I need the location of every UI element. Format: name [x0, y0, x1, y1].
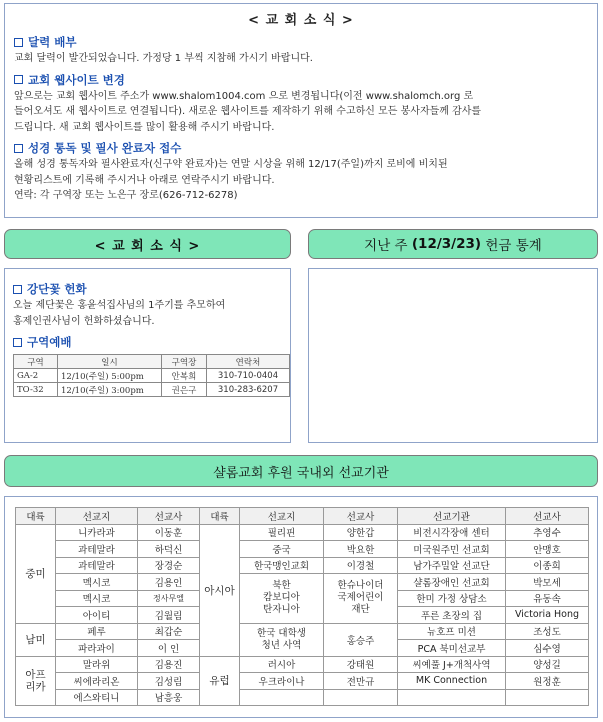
bible-line-3: 연락: 각 구역장 또는 노은구 장로(626-712-6278)	[14, 190, 238, 201]
district-code: TO-32	[14, 383, 58, 397]
district-col-leader: 구역장	[162, 355, 207, 369]
offering-date: (12/3/23)	[411, 236, 482, 252]
mission-field: 니카라과	[56, 524, 138, 541]
mission-missionary: 김용인	[138, 574, 200, 591]
mission-org-missionary: 박모세	[506, 574, 589, 591]
empty-cell	[398, 689, 506, 706]
mission-field: 파라과이	[56, 640, 138, 657]
district-heading	[13, 334, 282, 350]
bible-reading-heading	[14, 140, 588, 156]
mission-field: 중국	[240, 541, 324, 558]
mission-missionary: 김성림	[138, 673, 200, 690]
district-col-datetime: 일시	[58, 355, 162, 369]
region-europe: 유럽	[200, 656, 240, 706]
mission-org: MK Connection	[398, 673, 506, 690]
district-heading-text: 구역예배	[27, 335, 72, 349]
col-missionary: 선교사	[138, 508, 200, 525]
district-leader: 안복희	[162, 369, 207, 383]
mission-org: 미국원주민 선교회	[398, 541, 506, 558]
website-line-2: 들어오셔도 새 웹사이트로 연결됩니다). 새로운 웹사이트를 제작하기 위해 수고하신 모든 봉사자들께 감사를	[14, 106, 482, 117]
district-datetime: 12/10(주일) 5:00pm	[58, 369, 162, 383]
bible-line-1: 올해 성경 통독자와 필사완료자(신구약 완료자)는 연말 시상을 위해 12/17(주일)까지 로비에 비치된	[14, 159, 448, 170]
mission-field: 러시아	[240, 656, 324, 673]
mission-missionary-line: 한슈나이더	[337, 580, 384, 592]
col-organization: 선교기관	[398, 508, 506, 525]
empty-cell	[506, 689, 589, 706]
region-africa	[16, 656, 56, 706]
region-africa-line: 아프	[25, 668, 46, 681]
mission-missionary: 정사무엘	[138, 590, 200, 607]
flower-line-1: 오늘 제단꽃은 홍윤석집사님의 1주기를 추모하여	[13, 300, 226, 311]
mission-missionary: 이동훈	[138, 524, 200, 541]
offering-prefix: 지난 주	[364, 238, 408, 254]
mission-missionary-line: 재단	[351, 604, 370, 616]
checkbox-square-icon	[14, 38, 23, 47]
mission-org-missionary: 이종희	[506, 557, 589, 574]
mission-field: 말라위	[56, 656, 138, 673]
mission-missionary: 양한갑	[324, 524, 398, 541]
mission-field-multi	[240, 574, 324, 624]
mission-org-missionary: 조성도	[506, 623, 589, 640]
mission-missionary: 김용진	[138, 656, 200, 673]
mission-org: PCA 북미선교부	[398, 640, 506, 657]
mission-org-missionary: 원정훈	[506, 673, 589, 690]
mission-title-pill: 샬롬교회 후원 국내외 선교기관	[4, 455, 598, 487]
church-news-pill: < 교 회 소 식 >	[4, 229, 291, 259]
mission-header-row	[16, 508, 589, 525]
bible-line-2: 현황리스트에 기록해 주시거나 아래로 연락주시기 바랍니다.	[14, 174, 275, 186]
mission-field-multi	[240, 623, 324, 656]
mission-field-line: 탄자니아	[263, 604, 300, 616]
calendar-text: 교회 달력이 발간되었습니다. 가정당 1 부씩 지참해 가시기 바랍니다.	[14, 53, 313, 64]
district-col-district: 구역	[14, 355, 58, 369]
region-africa-line: 리카	[25, 680, 46, 693]
church-news-box	[4, 3, 598, 218]
district-table	[13, 354, 290, 397]
district-header-row	[14, 355, 290, 369]
mission-missionary-line: 국제어린이	[337, 592, 384, 604]
offering-suffix: 헌금 통계	[485, 238, 542, 254]
offering-stats-box	[308, 268, 598, 443]
mission-org-missionary: 추영수	[506, 524, 589, 541]
mission-field: 필리핀	[240, 524, 324, 541]
mission-org: 비전시각장애 센터	[398, 524, 506, 541]
table-row	[14, 383, 290, 397]
mission-org-missionary: 안맹호	[506, 541, 589, 558]
bible-reading-text	[14, 157, 588, 204]
mission-field: 페루	[56, 623, 138, 640]
mission-missionary: 남흥웅	[138, 689, 200, 706]
mission-missionary: 강태원	[324, 656, 398, 673]
checkbox-square-icon	[13, 338, 22, 347]
empty-cell	[240, 689, 324, 706]
mission-field: 멕시코	[56, 574, 138, 591]
mission-missionary: 김월림	[138, 607, 200, 624]
mission-missionary-multi	[324, 574, 398, 624]
col-missionary: 선교사	[506, 508, 589, 525]
district-leader: 권은구	[162, 383, 207, 397]
region-south-america: 남미	[16, 623, 56, 656]
mission-missionary: 홍승주	[324, 623, 398, 656]
mission-field-line: 북한	[272, 580, 291, 592]
website-heading	[14, 72, 588, 88]
col-field: 선교지	[56, 508, 138, 525]
mission-org-missionary: 양성길	[506, 656, 589, 673]
mission-org: 씨예풀 J+개척사역	[398, 656, 506, 673]
mission-field: 과테말라	[56, 541, 138, 558]
region-asia: 아시아	[200, 524, 240, 656]
table-row	[16, 541, 589, 558]
col-continent: 대륙	[200, 508, 240, 525]
mission-field-line: 청년 사역	[261, 639, 302, 651]
table-row	[14, 369, 290, 383]
district-contact: 310-710-0404	[207, 369, 290, 383]
mission-missionary: 장경순	[138, 557, 200, 574]
church-news-title: < 교 회 소 식 >	[248, 13, 354, 28]
flower-heading-text: 강단꽃 헌화	[27, 282, 87, 296]
mission-field: 한국맹인교회	[240, 557, 324, 574]
district-contact: 310-283-6207	[207, 383, 290, 397]
mission-missionary: 전만규	[324, 673, 398, 690]
empty-cell	[324, 689, 398, 706]
mission-box	[4, 496, 598, 718]
flower-heading	[13, 281, 282, 297]
offering-stats-pill	[308, 229, 598, 259]
checkbox-square-icon	[14, 75, 23, 84]
mission-org: 남가주밀알 선교단	[398, 557, 506, 574]
mission-missionary: 이경철	[324, 557, 398, 574]
table-row	[16, 574, 589, 591]
table-row	[16, 656, 589, 673]
mission-org: 푸른 초장의 집	[398, 607, 506, 624]
mission-field: 우크라이나	[240, 673, 324, 690]
mission-missionary: 이 인	[138, 640, 200, 657]
calendar-heading	[14, 34, 588, 50]
mission-missionary: 박요한	[324, 541, 398, 558]
region-central-america: 중미	[16, 524, 56, 623]
mission-missionary: 하덕신	[138, 541, 200, 558]
mission-field: 과테말라	[56, 557, 138, 574]
table-row	[16, 623, 589, 640]
website-line-1: 앞으로는 교회 웹사이트 주소가 www.shalom1004.com 으로 변경됩니다(이전 www.shalomch.org 로	[14, 90, 474, 102]
mission-field: 씨에라리온	[56, 673, 138, 690]
website-heading-text: 교회 웹사이트 변경	[28, 72, 125, 87]
district-col-contact: 연락처	[207, 355, 290, 369]
col-missionary: 선교사	[324, 508, 398, 525]
mission-field-line: 캄보디아	[263, 592, 300, 604]
website-text	[14, 89, 588, 136]
mission-org-missionary: 유동속	[506, 590, 589, 607]
mission-org: 샬롬장애인 선교회	[398, 574, 506, 591]
mission-org: 뉴호프 미션	[398, 623, 506, 640]
flower-district-box	[4, 268, 291, 443]
website-line-3: 드립니다. 새 교회 웹사이트를 많이 활용해 주시기 바랍니다.	[14, 121, 275, 133]
mission-field: 에스와티니	[56, 689, 138, 706]
district-code: GA-2	[14, 369, 58, 383]
table-row	[16, 673, 589, 690]
table-row	[16, 524, 589, 541]
mission-table	[15, 507, 589, 706]
mission-org-missionary: Victoria Hong	[506, 607, 589, 624]
mission-missionary: 최갑순	[138, 623, 200, 640]
mission-org: 한미 가정 상담소	[398, 590, 506, 607]
flower-text	[13, 298, 282, 329]
checkbox-square-icon	[14, 144, 23, 153]
bible-reading-heading-text: 성경 통독 및 필사 완료자 접수	[28, 141, 182, 155]
checkbox-square-icon	[13, 285, 22, 294]
mission-org-missionary: 심수영	[506, 640, 589, 657]
calendar-heading-text: 달력 배부	[28, 35, 77, 49]
col-field: 선교지	[240, 508, 324, 525]
col-continent: 대륙	[16, 508, 56, 525]
mission-field: 아이티	[56, 607, 138, 624]
district-datetime: 12/10(주일) 3:00pm	[58, 383, 162, 397]
table-row	[16, 557, 589, 574]
flower-line-2: 홍제인권사님이 헌화하셨습니다.	[13, 315, 155, 327]
mission-field: 멕시코	[56, 590, 138, 607]
mission-field-line: 한국 대학생	[257, 627, 306, 639]
table-row	[16, 689, 589, 706]
